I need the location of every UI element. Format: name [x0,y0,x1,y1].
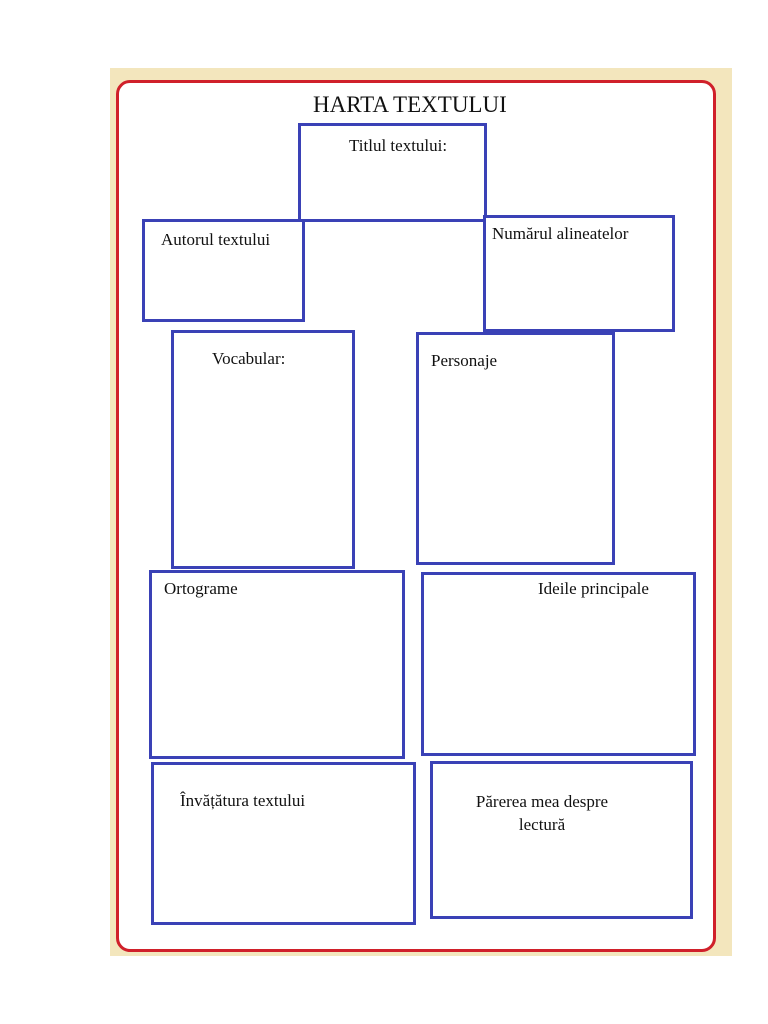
box-parere-line1: Părerea mea despre [475,792,609,811]
box-parerea-mea [430,761,693,919]
box-ideile-principale [421,572,696,756]
box-invatatura-label: Învățătura textului [180,791,306,810]
box-invatatura-textului [151,762,416,925]
box-numarul-alineatelor [483,215,675,332]
page-title: HARTA TEXTULUI [313,92,507,117]
box-ortograme [149,570,405,759]
box-personaje-label: Personaje [431,351,498,370]
box-vocabular [171,330,355,569]
box-parere-line2: lectură [518,815,566,834]
box-parere-label [433,790,651,836]
box-autorul-textului [142,219,305,322]
box-personaje [416,332,615,565]
box-alineate-label: Numărul alineatelor [492,224,629,243]
box-titlu-label: Titlul textului: [349,136,448,155]
box-ortograme-label: Ortograme [164,579,238,598]
box-titlu-textului [298,123,487,222]
box-idei-label: Ideile principale [538,579,649,598]
box-vocabular-label: Vocabular: [212,349,286,368]
box-autor-label: Autorul textului [161,230,271,249]
